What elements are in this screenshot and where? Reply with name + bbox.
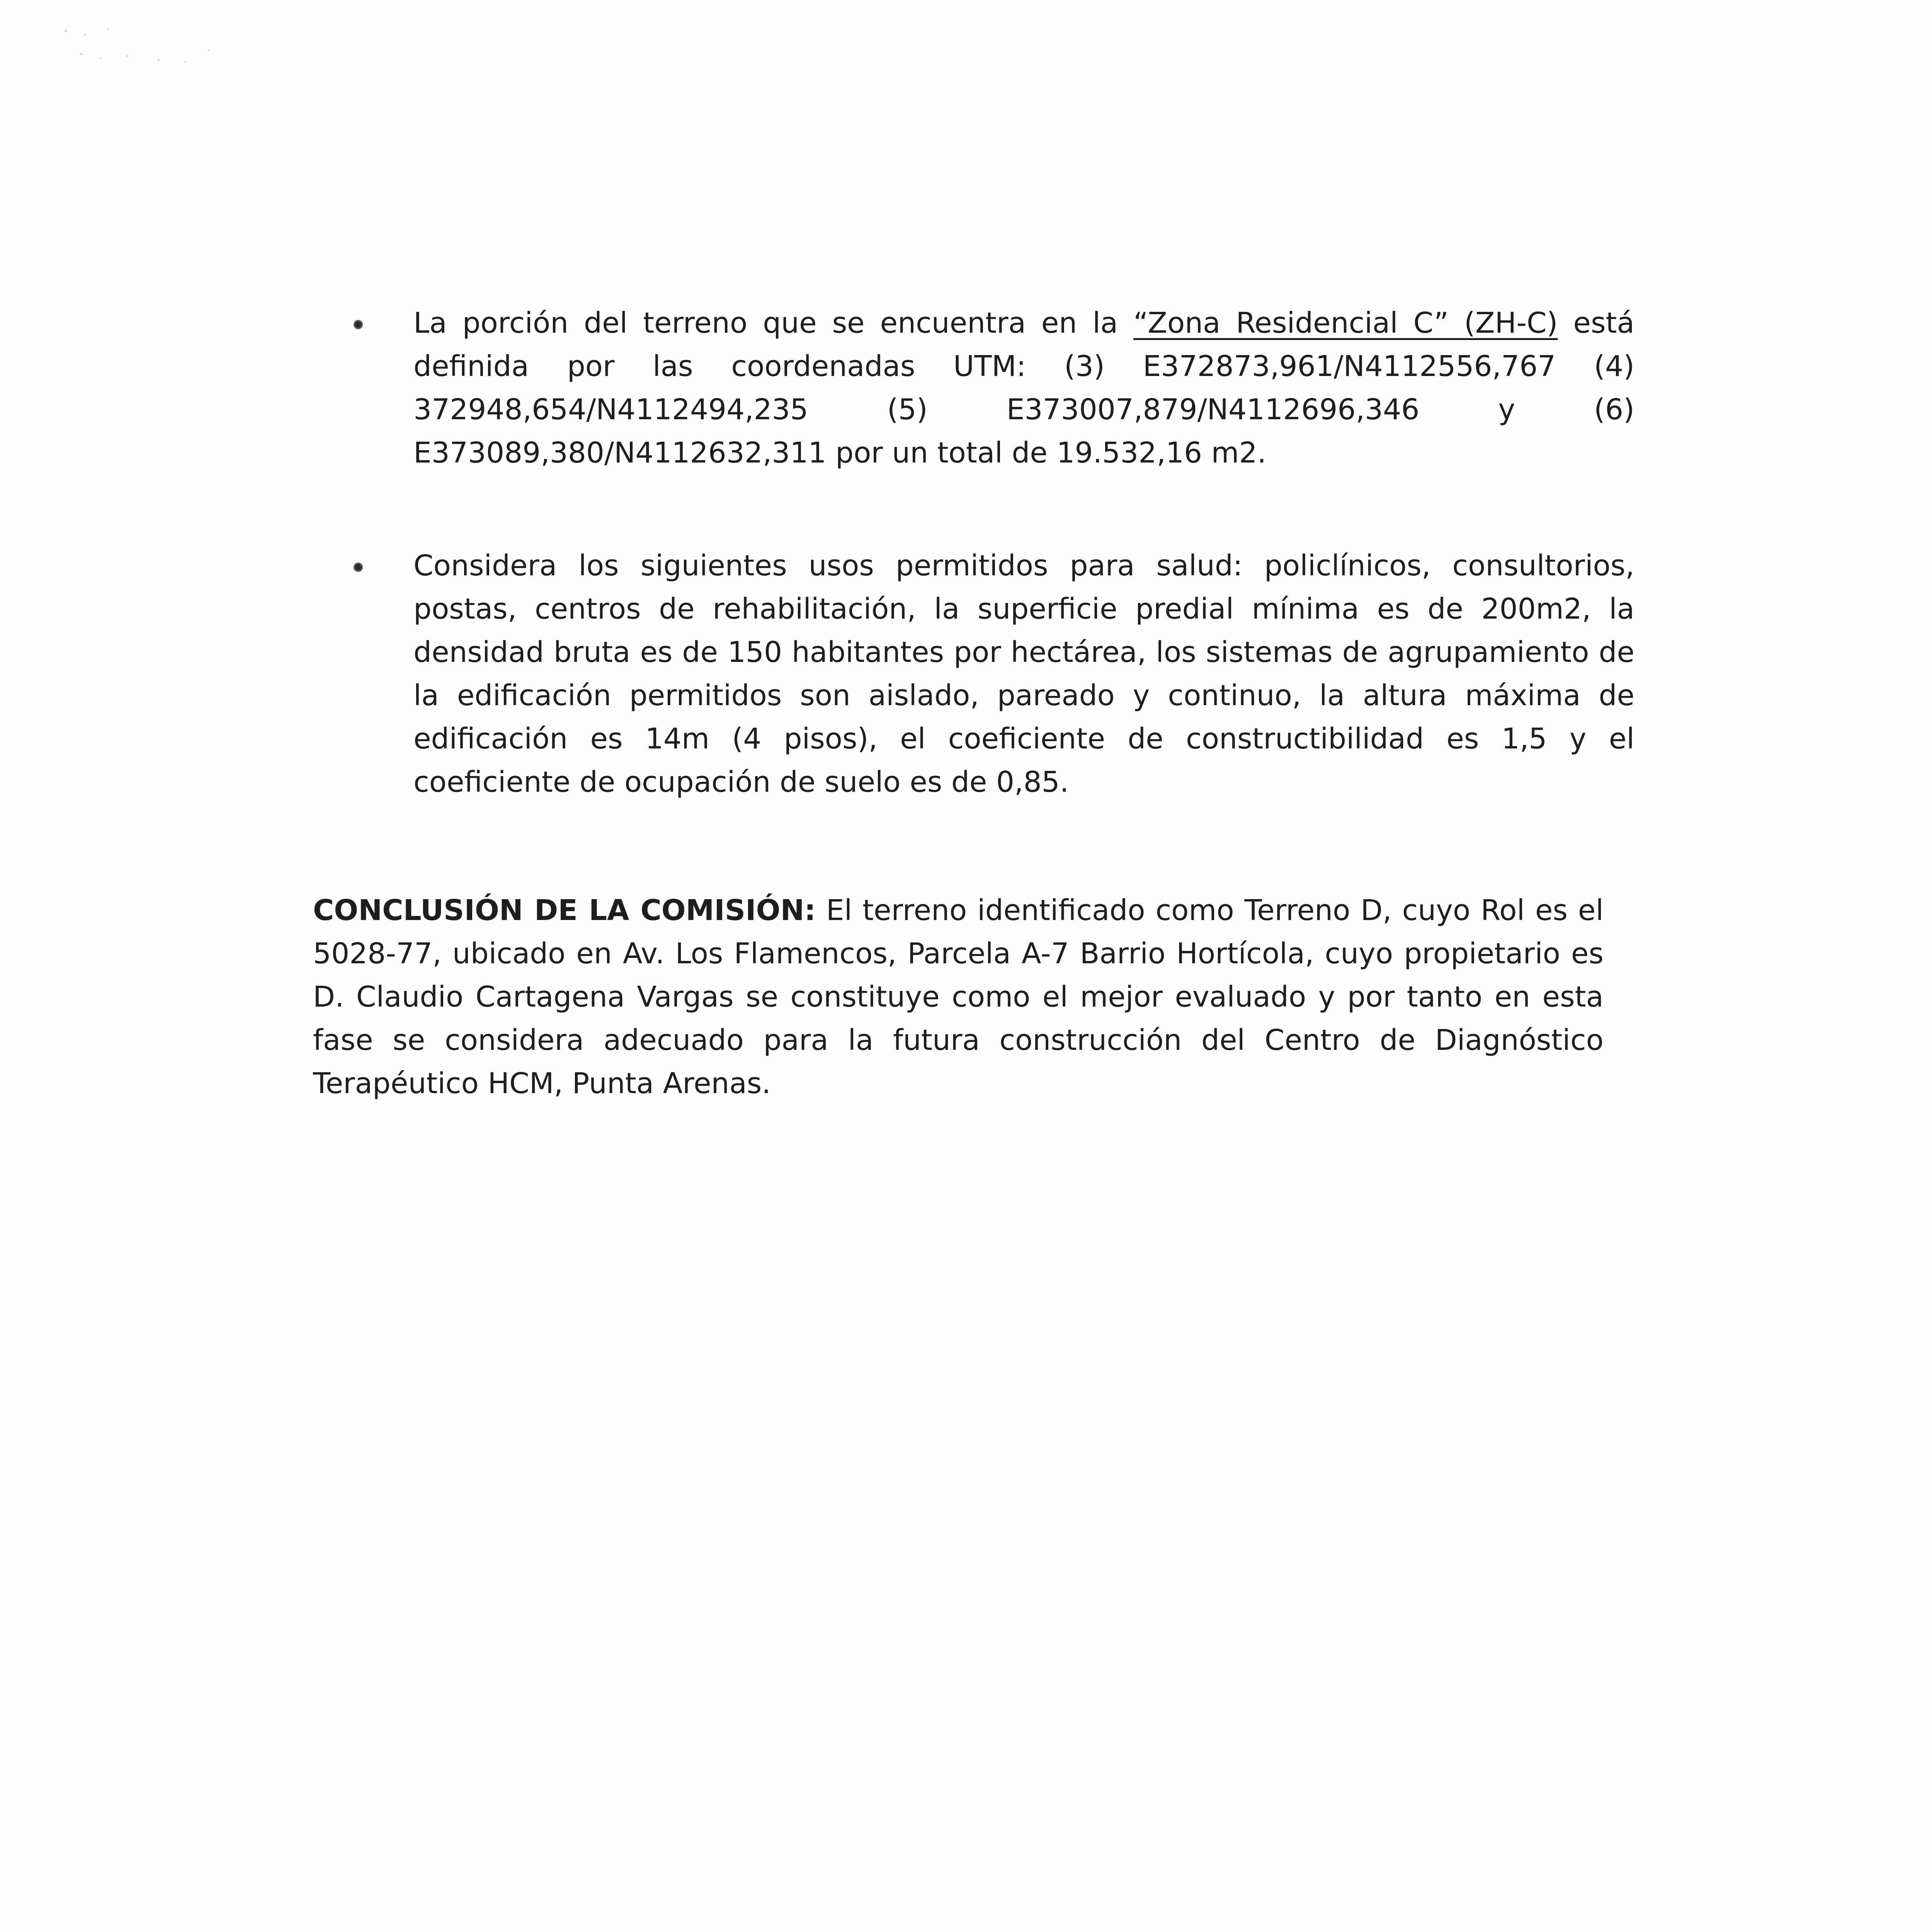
bullet-item-usos-permitidos: [348, 544, 1634, 804]
bullet-icon: [354, 563, 363, 572]
conclusion-label: CONCLUSIÓN DE LA COMISIÓN:: [313, 894, 816, 927]
bullet-text: Considera los siguientes usos permitidos para salud: policlínicos, consultorios, postas, centros de rehabilitación, la superficie predial mínima es de 200m2, la densidad bruta es de 150 habitantes por hectárea, los sistemas de agrupamiento de la edificación permitidos son aislado, pareado y continuo, la altura máxima de edificación es 14m (4 pisos), el coeficiente de constructibilidad es 1,5 y el coeficiente de ocupación de suelo es de 0,85.: [413, 549, 1634, 799]
scan-artifact: [58, 23, 220, 70]
bullet-text-before: La porción del terreno que se encuentra en la: [413, 306, 1134, 340]
conclusion-paragraph: [313, 889, 1604, 1105]
bullet-text-after: está definida por las coordenadas UTM: (3) E372873,961/N4112556,767 (4) 372948,654/N4112494,235 (5) E373007,879/N4112696,346 y (6) E373089,380/N4112632,311 por un total de 19.532,16 m2.: [413, 306, 1634, 469]
zone-underlined-text: “Zona Residencial C” (ZH-C): [1133, 306, 1558, 340]
bullet-icon: [354, 320, 363, 329]
bullet-item-zona-residencial: [348, 301, 1634, 474]
conclusion-text: El terreno identificado como Terreno D, cuyo Rol es el 5028-77, ubicado en Av. Los Flamencos, Parcela A-7 Barrio Hortícola, cuyo propietario es D. Claudio Cartagena Vargas se constituye como el mejor evaluado y por tanto en esta fase se considera adecuado para la futura construcción del Centro de Diagnóstico Terapéutico HCM, Punta Arenas.: [313, 894, 1604, 1100]
bullet-list: [348, 301, 1634, 873]
